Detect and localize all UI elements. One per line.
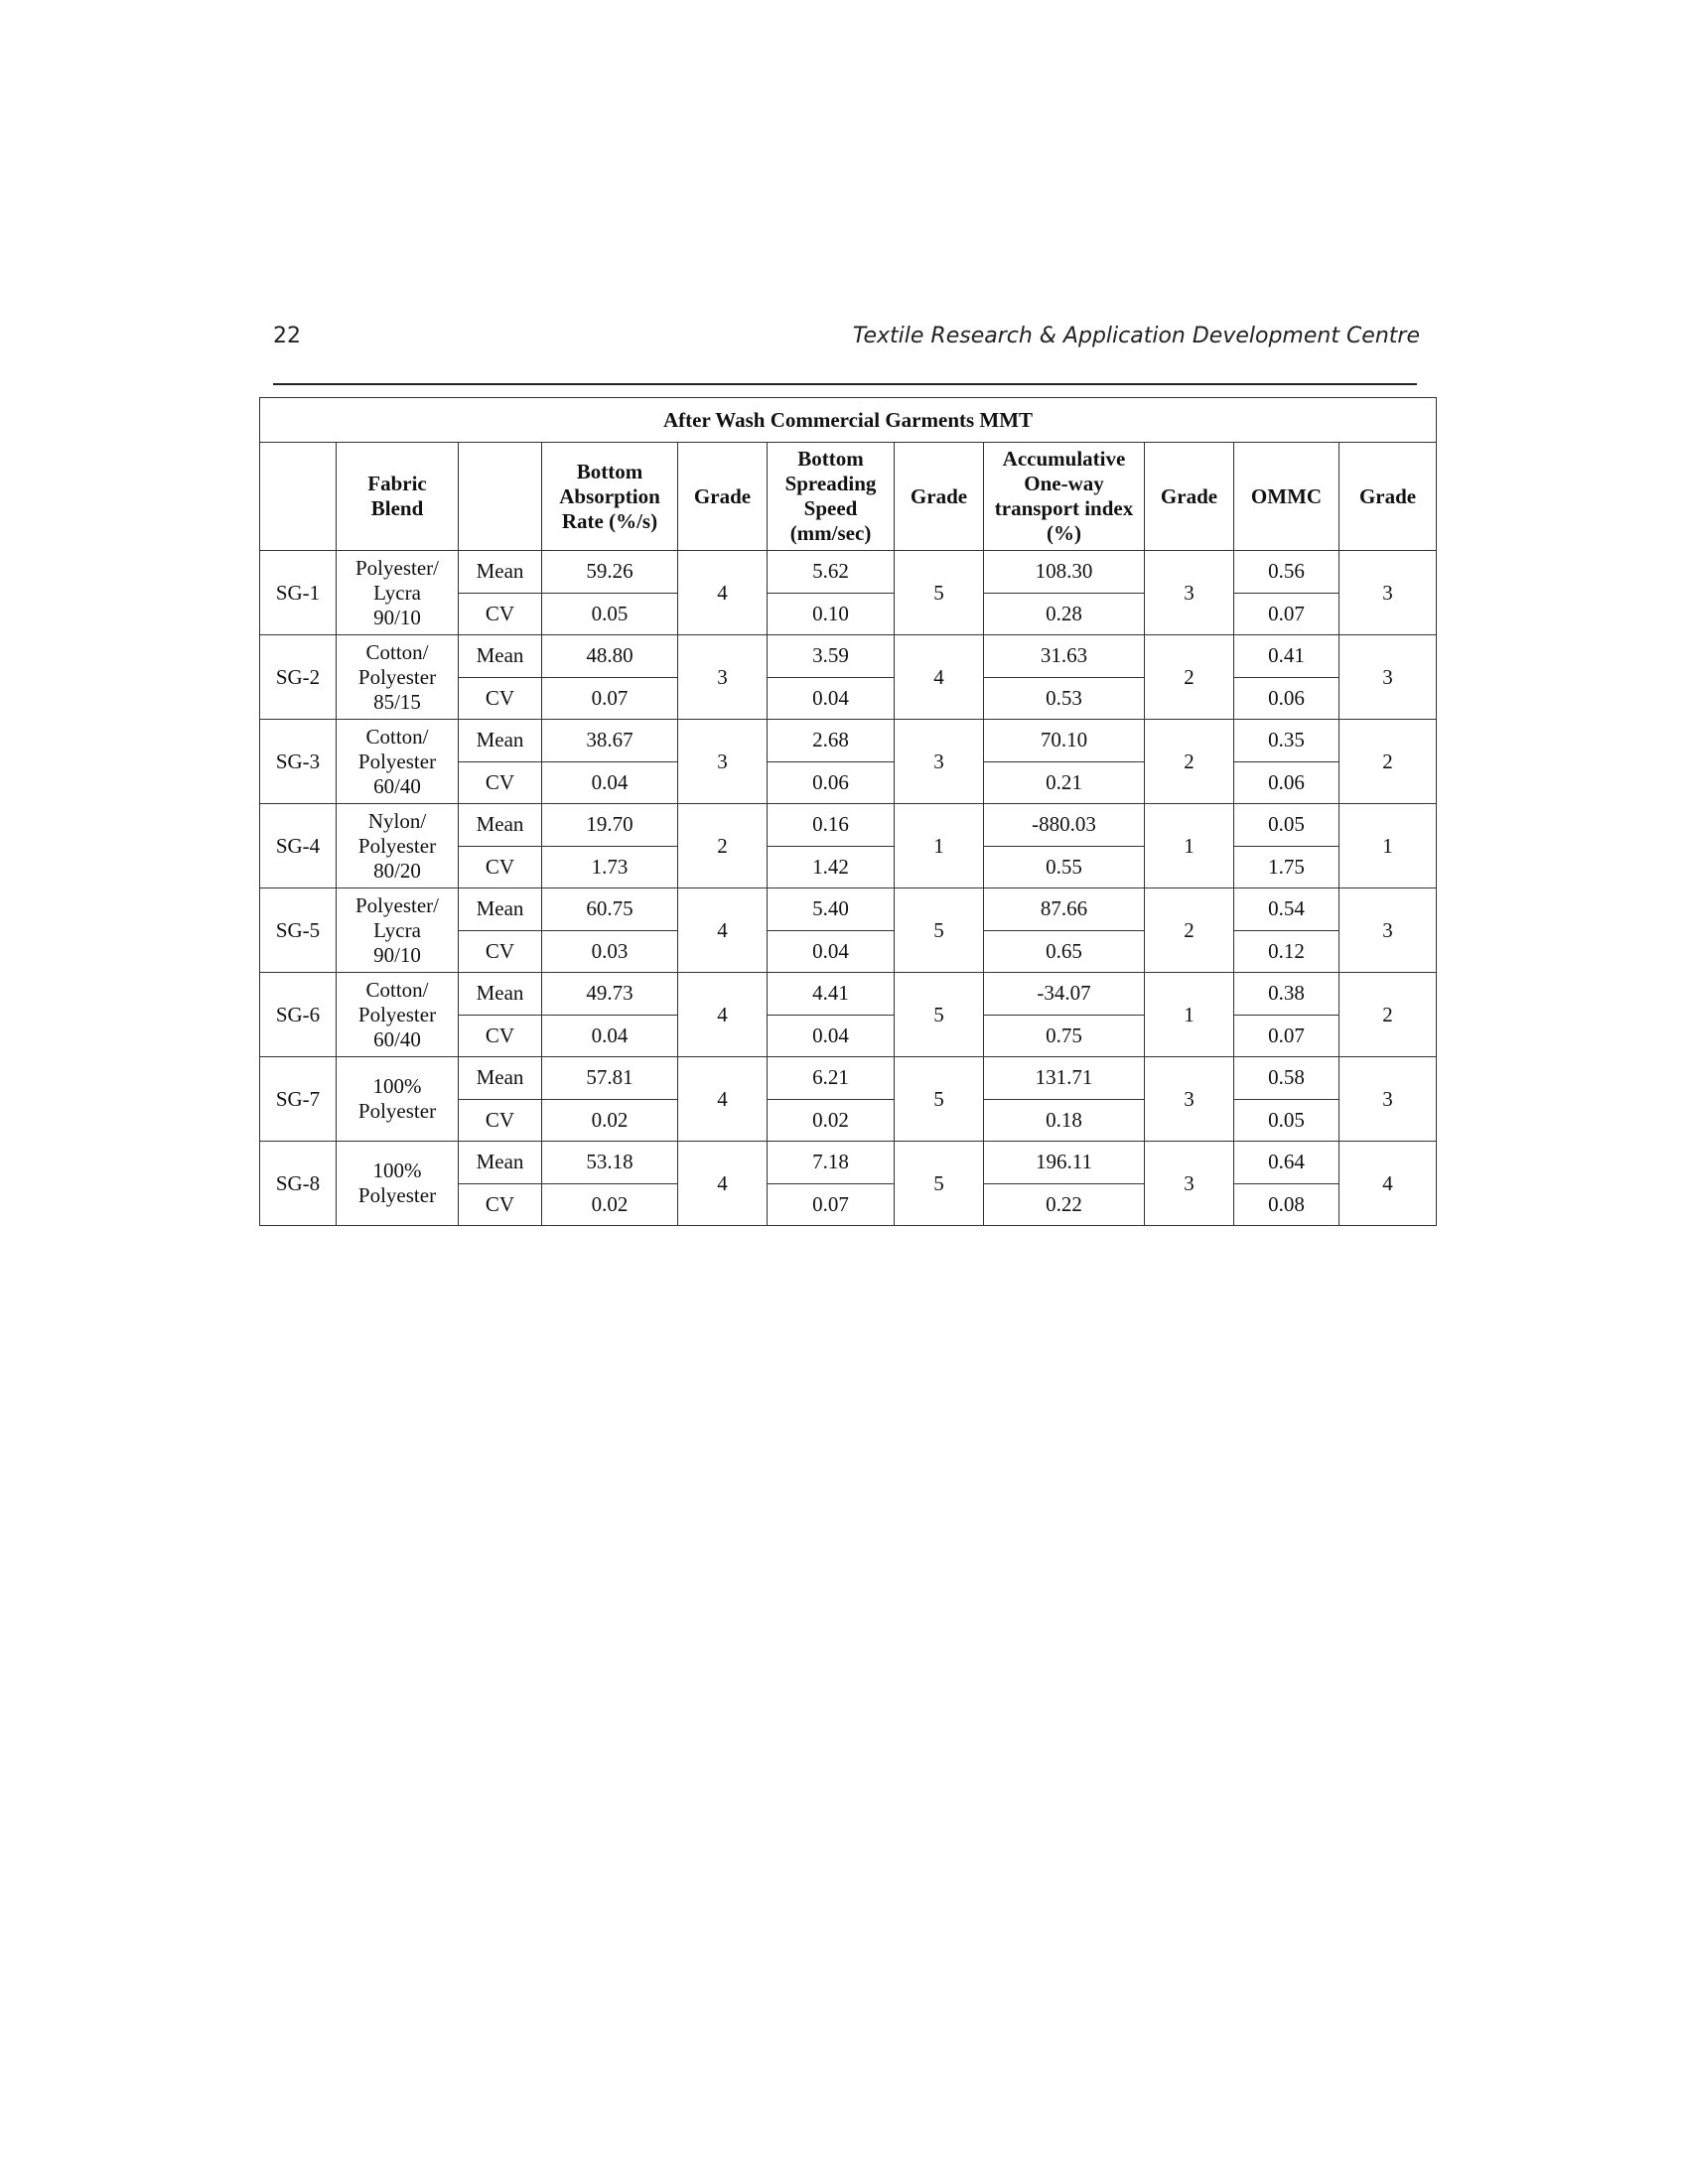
col-header-transport: Accumulative One-way transport index (%) [984, 443, 1145, 551]
ommc-grade: 1 [1339, 804, 1437, 888]
absorption-mean: 19.70 [542, 804, 678, 847]
ommc-mean: 0.05 [1234, 804, 1339, 847]
ommc-mean: 0.35 [1234, 720, 1339, 762]
absorption-cv: 0.02 [542, 1099, 678, 1142]
fabric-blend [337, 1142, 459, 1226]
table-row-mean [260, 804, 1437, 847]
spreading-grade: 5 [895, 1142, 984, 1226]
transport-grade: 2 [1145, 720, 1234, 804]
transport-mean: -34.07 [984, 973, 1145, 1016]
sample-id: SG-1 [260, 551, 337, 635]
absorption-grade: 4 [678, 551, 768, 635]
transport-cv: 0.55 [984, 846, 1145, 888]
transport-mean: 31.63 [984, 635, 1145, 678]
absorption-grade: 4 [678, 1057, 768, 1142]
transport-grade: 3 [1145, 551, 1234, 635]
spreading-mean: 2.68 [768, 720, 895, 762]
fabric-blend [337, 551, 459, 635]
fabric-blend-line: 85/15 [373, 689, 421, 714]
transport-cv: 0.28 [984, 593, 1145, 635]
fabric-blend [337, 1057, 459, 1142]
ommc-grade: 4 [1339, 1142, 1437, 1226]
absorption-mean: 57.81 [542, 1057, 678, 1100]
table-row-mean [260, 888, 1437, 931]
absorption-mean: 49.73 [542, 973, 678, 1016]
absorption-grade: 4 [678, 888, 768, 973]
ommc-grade: 3 [1339, 551, 1437, 635]
fabric-blend-line: 90/10 [373, 942, 421, 967]
col-header-absorption-grade: Grade [678, 443, 768, 551]
header-rule [273, 383, 1417, 385]
ommc-mean: 0.41 [1234, 635, 1339, 678]
mmt-table [259, 397, 1437, 1226]
fabric-blend-line: Polyester [357, 833, 437, 858]
fabric-blend-line: Cotton/ [365, 724, 429, 749]
spreading-grade: 5 [895, 551, 984, 635]
ommc-cv: 0.06 [1234, 677, 1339, 720]
transport-mean: 87.66 [984, 888, 1145, 931]
table-row-mean [260, 973, 1437, 1016]
spreading-grade: 1 [895, 804, 984, 888]
spreading-mean: 7.18 [768, 1142, 895, 1184]
absorption-grade: 3 [678, 720, 768, 804]
fabric-blend-line: Polyester/ [355, 555, 439, 580]
transport-grade: 3 [1145, 1057, 1234, 1142]
transport-mean: 196.11 [984, 1142, 1145, 1184]
table-title: After Wash Commercial Garments MMT [260, 398, 1437, 443]
ommc-mean: 0.56 [1234, 551, 1339, 594]
spreading-cv: 0.06 [768, 761, 895, 804]
transport-grade: 3 [1145, 1142, 1234, 1226]
table-row-mean [260, 720, 1437, 762]
absorption-mean: 48.80 [542, 635, 678, 678]
transport-cv: 0.21 [984, 761, 1145, 804]
stat-label-cv: CV [459, 1015, 542, 1057]
ommc-grade: 3 [1339, 888, 1437, 973]
ommc-cv: 0.12 [1234, 930, 1339, 973]
absorption-grade: 3 [678, 635, 768, 720]
col-header-fabric-blend: Fabric Blend [337, 443, 459, 551]
col-header-sample [260, 443, 337, 551]
ommc-grade: 2 [1339, 720, 1437, 804]
absorption-cv: 0.03 [542, 930, 678, 973]
spreading-cv: 0.02 [768, 1099, 895, 1142]
absorption-cv: 0.04 [542, 761, 678, 804]
fabric-blend-line: Lycra [373, 580, 421, 605]
absorption-grade: 4 [678, 973, 768, 1057]
stat-label-cv: CV [459, 930, 542, 973]
fabric-blend-line: Polyester [357, 1099, 437, 1123]
page-number: 22 [273, 324, 301, 348]
transport-grade: 1 [1145, 804, 1234, 888]
ommc-cv: 0.08 [1234, 1183, 1339, 1226]
spreading-cv: 0.04 [768, 930, 895, 973]
ommc-cv: 1.75 [1234, 846, 1339, 888]
sample-id: SG-5 [260, 888, 337, 973]
table-body [260, 551, 1437, 1226]
spreading-mean: 0.16 [768, 804, 895, 847]
spreading-grade: 3 [895, 720, 984, 804]
ommc-grade: 2 [1339, 973, 1437, 1057]
fabric-blend-line: Lycra [373, 917, 421, 942]
absorption-mean: 38.67 [542, 720, 678, 762]
col-header-transport-grade: Grade [1145, 443, 1234, 551]
ommc-grade: 3 [1339, 635, 1437, 720]
fabric-blend-line: Polyester/ [355, 892, 439, 917]
ommc-cv: 0.07 [1234, 593, 1339, 635]
col-header-ommc-grade: Grade [1339, 443, 1437, 551]
ommc-mean: 0.64 [1234, 1142, 1339, 1184]
transport-cv: 0.65 [984, 930, 1145, 973]
stat-label-mean: Mean [459, 551, 542, 594]
transport-grade: 2 [1145, 888, 1234, 973]
spreading-cv: 1.42 [768, 846, 895, 888]
table-row-mean [260, 1142, 1437, 1184]
transport-mean: 131.71 [984, 1057, 1145, 1100]
transport-cv: 0.53 [984, 677, 1145, 720]
spreading-grade: 5 [895, 888, 984, 973]
ommc-grade: 3 [1339, 1057, 1437, 1142]
transport-mean: 70.10 [984, 720, 1145, 762]
spreading-mean: 5.40 [768, 888, 895, 931]
fabric-blend [337, 888, 459, 973]
stat-label-mean: Mean [459, 720, 542, 762]
transport-cv: 0.22 [984, 1183, 1145, 1226]
fabric-blend-line: 80/20 [373, 858, 421, 883]
spreading-cv: 0.04 [768, 1015, 895, 1057]
col-header-absorption: Bottom Absorption Rate (%/s) [542, 443, 678, 551]
stat-label-cv: CV [459, 677, 542, 720]
stat-label-mean: Mean [459, 1057, 542, 1100]
col-header-spreading: Bottom Spreading Speed (mm/sec) [768, 443, 895, 551]
stat-label-mean: Mean [459, 804, 542, 847]
fabric-blend-line: Polyester [357, 749, 437, 773]
absorption-mean: 59.26 [542, 551, 678, 594]
transport-mean: 108.30 [984, 551, 1145, 594]
stat-label-cv: CV [459, 1183, 542, 1226]
ommc-cv: 0.06 [1234, 761, 1339, 804]
fabric-blend-line: Cotton/ [365, 977, 429, 1002]
sample-id: SG-3 [260, 720, 337, 804]
ommc-mean: 0.58 [1234, 1057, 1339, 1100]
stat-label-cv: CV [459, 1099, 542, 1142]
ommc-cv: 0.05 [1234, 1099, 1339, 1142]
column-header-row [260, 443, 1437, 551]
fabric-blend-line: Polyester [357, 1183, 437, 1207]
spreading-mean: 6.21 [768, 1057, 895, 1100]
stat-label-cv: CV [459, 593, 542, 635]
transport-cv: 0.18 [984, 1099, 1145, 1142]
sample-id: SG-2 [260, 635, 337, 720]
table-row-mean [260, 551, 1437, 594]
fabric-blend-line: 60/40 [373, 1026, 421, 1051]
spreading-grade: 5 [895, 1057, 984, 1142]
absorption-mean: 53.18 [542, 1142, 678, 1184]
ommc-cv: 0.07 [1234, 1015, 1339, 1057]
absorption-cv: 0.07 [542, 677, 678, 720]
absorption-cv: 0.05 [542, 593, 678, 635]
absorption-grade: 2 [678, 804, 768, 888]
stat-label-cv: CV [459, 846, 542, 888]
ommc-mean: 0.38 [1234, 973, 1339, 1016]
fabric-blend [337, 635, 459, 720]
absorption-cv: 1.73 [542, 846, 678, 888]
fabric-blend [337, 720, 459, 804]
col-header-spreading-grade: Grade [895, 443, 984, 551]
fabric-blend-line: Nylon/ [367, 808, 427, 833]
fabric-blend-line: 100% [372, 1074, 422, 1098]
absorption-cv: 0.02 [542, 1183, 678, 1226]
transport-cv: 0.75 [984, 1015, 1145, 1057]
fabric-blend [337, 973, 459, 1057]
transport-grade: 1 [1145, 973, 1234, 1057]
spreading-mean: 4.41 [768, 973, 895, 1016]
stat-label-cv: CV [459, 761, 542, 804]
spreading-cv: 0.04 [768, 677, 895, 720]
absorption-mean: 60.75 [542, 888, 678, 931]
ommc-mean: 0.54 [1234, 888, 1339, 931]
transport-mean: -880.03 [984, 804, 1145, 847]
spreading-grade: 4 [895, 635, 984, 720]
absorption-grade: 4 [678, 1142, 768, 1226]
stat-label-mean: Mean [459, 973, 542, 1016]
spreading-cv: 0.10 [768, 593, 895, 635]
fabric-blend-line: 90/10 [373, 605, 421, 629]
spreading-grade: 5 [895, 973, 984, 1057]
page-header [273, 318, 1420, 357]
absorption-cv: 0.04 [542, 1015, 678, 1057]
sample-id: SG-8 [260, 1142, 337, 1226]
spreading-cv: 0.07 [768, 1183, 895, 1226]
fabric-blend-line: Polyester [357, 1002, 437, 1026]
fabric-blend-line: Cotton/ [365, 639, 429, 664]
sample-id: SG-7 [260, 1057, 337, 1142]
running-title: Textile Research & Application Development Centre [852, 324, 1420, 348]
spreading-mean: 5.62 [768, 551, 895, 594]
fabric-blend-line: 100% [372, 1159, 422, 1182]
spreading-mean: 3.59 [768, 635, 895, 678]
sample-id: SG-4 [260, 804, 337, 888]
table-row-mean [260, 635, 1437, 678]
fabric-blend-line: Polyester [357, 664, 437, 689]
col-header-ommc: OMMC [1234, 443, 1339, 551]
col-header-stat [459, 443, 542, 551]
stat-label-mean: Mean [459, 1142, 542, 1184]
fabric-blend-line: 60/40 [373, 773, 421, 798]
sample-id: SG-6 [260, 973, 337, 1057]
stat-label-mean: Mean [459, 888, 542, 931]
table-row-mean [260, 1057, 1437, 1100]
transport-grade: 2 [1145, 635, 1234, 720]
stat-label-mean: Mean [459, 635, 542, 678]
fabric-blend [337, 804, 459, 888]
